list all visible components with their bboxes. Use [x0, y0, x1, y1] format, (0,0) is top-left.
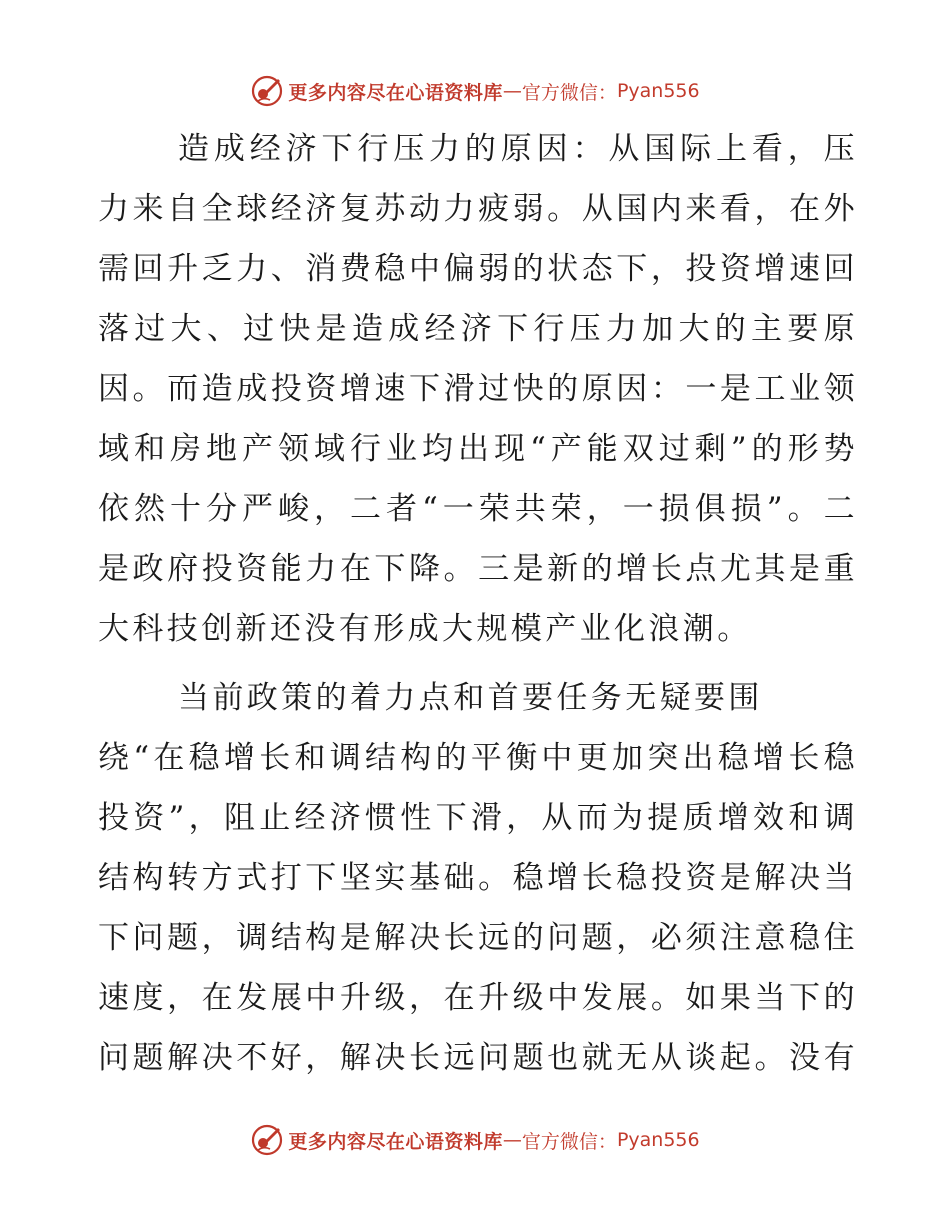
text-line: 需回升乏力、消费稳中偏弱的状态下，投资增速回: [98, 251, 858, 287]
text-line: 因。而造成投资增速下滑过快的原因：一是工业领: [98, 371, 858, 407]
banner-main-text: 更多内容尽在心语资料库: [288, 81, 503, 104]
paragraph: [98, 668, 858, 1088]
banner-contact-label: 官方微信：: [521, 1130, 617, 1153]
text-line: 速度，在发展中升级，在升级中发展。如果当下的: [98, 980, 858, 1016]
text-line: 结构转方式打下坚实基础。稳增长稳投资是解决当: [98, 860, 858, 896]
text-line: 大科技创新还没有形成大规模产业化浪潮。: [98, 611, 752, 647]
text-line: 落过大、过快是造成经济下行压力加大的主要原: [98, 311, 858, 347]
text-line: 下问题，调结构是解决长远的问题，必须注意稳住: [98, 920, 858, 956]
banner-separator: —: [502, 80, 522, 102]
banner-contact-label: 官方微信：: [521, 81, 617, 104]
paragraph: [98, 119, 858, 659]
header-banner: [0, 71, 950, 111]
banner-contact-id: Pyan556: [616, 80, 700, 102]
text-line: 问题解决不好，解决长远问题也就无从谈起。没有: [98, 1040, 858, 1076]
text-line: 力来自全球经济复苏动力疲弱。从国内来看，在外: [98, 191, 858, 227]
banner-contact-id: Pyan556: [616, 1129, 700, 1151]
text-line: 当前政策的着力点和首要任务无疑要围: [178, 680, 763, 716]
brand-logo-icon: [250, 1123, 284, 1157]
text-line: 投资”，阻止经济惯性下滑，从而为提质增效和调: [98, 800, 858, 836]
text-line: 依然十分严峻，二者“一荣共荣，一损俱损”。二: [98, 491, 858, 527]
text-line: 造成经济下行压力的原因：从国际上看，压: [178, 131, 858, 167]
footer-banner: [0, 1120, 950, 1160]
text-line: 绕“在稳增长和调结构的平衡中更加突出稳增长稳: [98, 740, 858, 776]
brand-logo-icon: [250, 74, 284, 108]
article-body: [98, 119, 858, 1088]
paragraph-gap: [98, 659, 858, 668]
banner-separator: —: [502, 1129, 522, 1151]
text-line: 域和房地产领域行业均出现“产能双过剩”的形势: [98, 431, 858, 467]
text-line: 是政府投资能力在下降。三是新的增长点尤其是重: [98, 551, 858, 587]
banner-main-text: 更多内容尽在心语资料库: [288, 1130, 503, 1153]
